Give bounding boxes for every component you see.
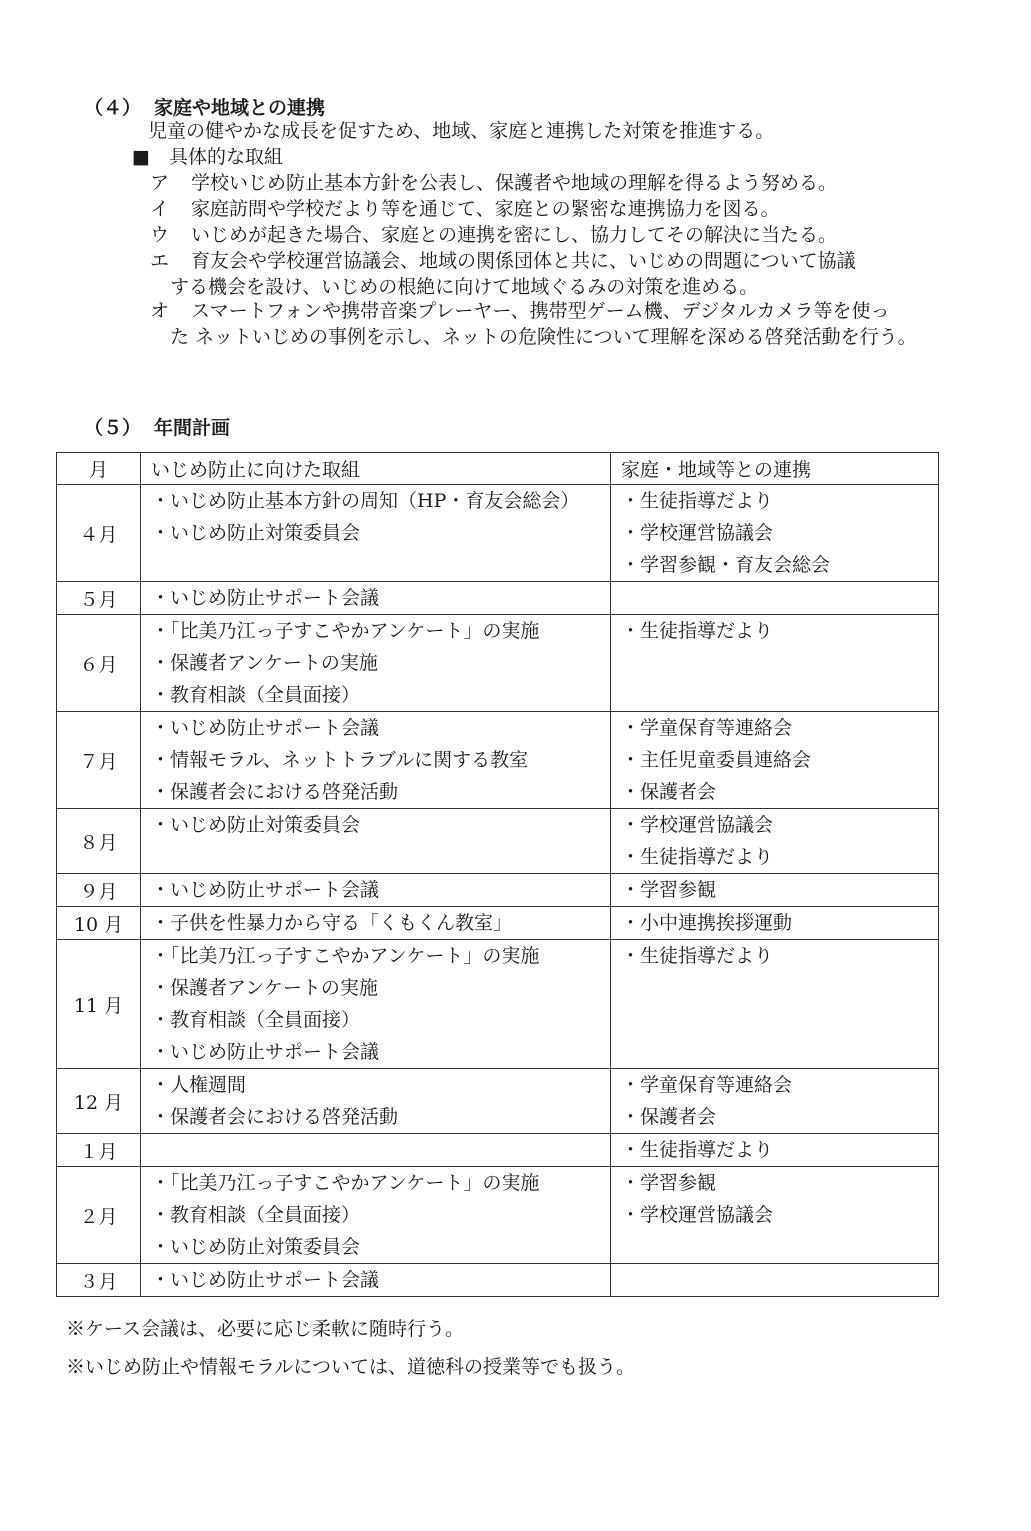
community-link-entry: ・生徒指導だより (621, 620, 774, 642)
month-cell: ２月 (57, 1167, 141, 1264)
community-link-entry: ・生徒指導だより (621, 1139, 774, 1161)
activity-cell (141, 874, 611, 907)
activity-cell (141, 615, 611, 712)
community-link-entry: ・生徒指導だより (621, 846, 774, 868)
month-cell: １月 (57, 1134, 141, 1167)
community-link-entry: ・学校運営協議会 (621, 522, 774, 544)
activity-entry: ・教育相談（全員面接） (151, 684, 361, 706)
item-text-continued: する機会を設け、いじめの根絶に向けて地域ぐるみの対策を進める。 (170, 276, 759, 298)
activity-entry: ・いじめ防止対策委員会 (151, 522, 361, 544)
activity-entry: ・教育相談（全員面接） (151, 1009, 361, 1031)
activity-entry: ・いじめ防止基本方針の周知（HP・育友会総会） (151, 490, 580, 512)
item-text: 家庭訪問や学校だより等を通じて、家庭との緊密な連携協力を図る。 (191, 198, 780, 220)
activity-entry: ・いじめ防止対策委員会 (151, 1236, 361, 1258)
table-row (57, 874, 939, 907)
community-link-cell (611, 1069, 939, 1134)
item-mark: オ (150, 300, 170, 322)
community-link-entry: ・学習参観 (621, 1172, 717, 1194)
activity-cell (141, 907, 611, 940)
month-cell: ７月 (57, 712, 141, 809)
list-item (150, 248, 920, 300)
community-link-cell (611, 940, 939, 1069)
activity-entry: ・保護者アンケートの実施 (151, 977, 378, 999)
month-cell: ８月 (57, 809, 141, 874)
table-header-row (57, 453, 939, 485)
section-4-number: （４） (84, 97, 142, 119)
activity-cell (141, 940, 611, 1069)
section-5-heading (84, 413, 230, 440)
activity-entry: ・いじめ防止サポート会議 (151, 717, 380, 739)
annual-plan-table (56, 452, 939, 1297)
community-link-cell (611, 485, 939, 582)
community-link-cell (611, 712, 939, 809)
activity-cell (141, 1134, 611, 1167)
list-item (150, 170, 920, 196)
table-row (57, 1134, 939, 1167)
table-row (57, 907, 939, 940)
section-4-heading (84, 93, 325, 120)
table-row (57, 1167, 939, 1264)
community-link-cell (611, 582, 939, 615)
activity-entry: ・いじめ防止対策委員会 (151, 814, 361, 836)
header-month: 月 (57, 453, 141, 485)
section-4-title: 家庭や地域との連携 (154, 97, 326, 119)
month-cell: 11 月 (57, 940, 141, 1069)
activity-entry: ・保護者アンケートの実施 (151, 652, 378, 674)
activity-cell (141, 712, 611, 809)
activity-cell (141, 485, 611, 582)
table-row (57, 940, 939, 1069)
activity-entry: ・保護者会における啓発活動 (151, 1106, 399, 1128)
community-link-entry: ・学童保育等連絡会 (621, 1074, 793, 1096)
activity-cell (141, 582, 611, 615)
activity-entry: ・「比美乃江っ子すこやかアンケート」の実施 (151, 945, 540, 967)
community-link-entry: ・保護者会 (621, 781, 717, 803)
table-row (57, 712, 939, 809)
month-cell: ３月 (57, 1264, 141, 1297)
table-row (57, 1264, 939, 1297)
month-cell: 10 月 (57, 907, 141, 940)
item-text: 育友会や学校運営協議会、地域の関係団体と共に、いじめの問題について協議 (191, 250, 856, 272)
activity-entry: ・いじめ防止サポート会議 (151, 587, 380, 609)
community-link-cell (611, 809, 939, 874)
community-link-cell (611, 907, 939, 940)
list-item (150, 196, 920, 222)
month-cell: ４月 (57, 485, 141, 582)
community-link-cell (611, 1134, 939, 1167)
table-row (57, 809, 939, 874)
section-4-subheading: ■ 具体的な取組 (132, 146, 283, 168)
activity-entry: ・いじめ防止サポート会議 (151, 879, 380, 901)
community-link-entry: ・保護者会 (621, 1106, 717, 1128)
activity-entry: ・「比美乃江っ子すこやかアンケート」の実施 (151, 620, 540, 642)
community-link-entry: ・学童保育等連絡会 (621, 717, 793, 739)
note-case-meeting: ※ケース会議は、必要に応じ柔軟に随時行う。 (66, 1318, 465, 1340)
note-moral-education: ※いじめ防止や情報モラルについては、道徳科の授業等でも扱う。 (66, 1356, 636, 1378)
activity-cell (141, 1167, 611, 1264)
community-link-entry: ・主任児童委員連絡会 (621, 749, 812, 771)
item-mark: ウ (150, 224, 170, 246)
month-cell: ９月 (57, 874, 141, 907)
header-community-links: 家庭・地域等との連携 (611, 453, 939, 485)
item-mark: ア (150, 172, 170, 194)
month-cell: ５月 (57, 582, 141, 615)
community-link-entry: ・学習参観 (621, 879, 717, 901)
month-cell: ６月 (57, 615, 141, 712)
activity-entry: ・教育相談（全員面接） (151, 1204, 361, 1226)
activity-cell (141, 1069, 611, 1134)
item-text-continued: た ネットいじめの事例を示し、ネットの危険性について理解を深める啓発活動を行う。 (170, 326, 917, 348)
table-row (57, 485, 939, 582)
community-link-cell (611, 1264, 939, 1297)
activity-entry: ・情報モラル、ネットトラブルに関する教室 (151, 749, 529, 771)
section-4-intro: 児童の健やかな成長を促すため、地域、家庭と連携した対策を推進する。 (148, 120, 775, 142)
list-item (150, 222, 920, 248)
item-mark: エ (150, 250, 170, 272)
activity-entry: ・「比美乃江っ子すこやかアンケート」の実施 (151, 1172, 540, 1194)
community-link-cell (611, 1167, 939, 1264)
community-link-entry: ・生徒指導だより (621, 945, 774, 967)
activity-cell (141, 809, 611, 874)
section-5-title: 年間計画 (154, 417, 231, 439)
community-link-cell (611, 615, 939, 712)
activity-cell (141, 1264, 611, 1297)
activity-entry: ・子供を性暴力から守る「くもくん教室」 (151, 912, 513, 934)
activity-entry: ・保護者会における啓発活動 (151, 781, 399, 803)
month-cell: 12 月 (57, 1069, 141, 1134)
table-row (57, 1069, 939, 1134)
community-link-entry: ・学校運営協議会 (621, 814, 774, 836)
community-link-entry: ・生徒指導だより (621, 490, 774, 512)
table-row (57, 615, 939, 712)
community-link-entry: ・学習参観・育友会総会 (621, 554, 831, 576)
activity-entry: ・いじめ防止サポート会議 (151, 1269, 380, 1291)
section-5-number: （５） (84, 417, 142, 439)
item-mark: イ (150, 198, 170, 220)
annual-plan-table-body (57, 453, 939, 1297)
item-text: スマートフォンや携帯音楽プレーヤー、携帯型ゲーム機、デジタルカメラ等を使っ (191, 300, 890, 322)
item-text: いじめが起きた場合、家庭との連携を密にし、協力してその解決に当たる。 (191, 224, 838, 246)
header-activities: いじめ防止に向けた取組 (141, 453, 611, 485)
community-link-entry: ・学校運営協議会 (621, 1204, 774, 1226)
list-item (150, 298, 920, 350)
activity-entry: ・いじめ防止サポート会議 (151, 1041, 380, 1063)
activity-entry: ・人権週間 (151, 1074, 247, 1096)
community-link-cell (611, 874, 939, 907)
table-row (57, 582, 939, 615)
community-link-entry: ・小中連携挨拶運動 (621, 912, 793, 934)
item-text: 学校いじめ防止基本方針を公表し、保護者や地域の理解を得るよう努める。 (191, 172, 838, 194)
